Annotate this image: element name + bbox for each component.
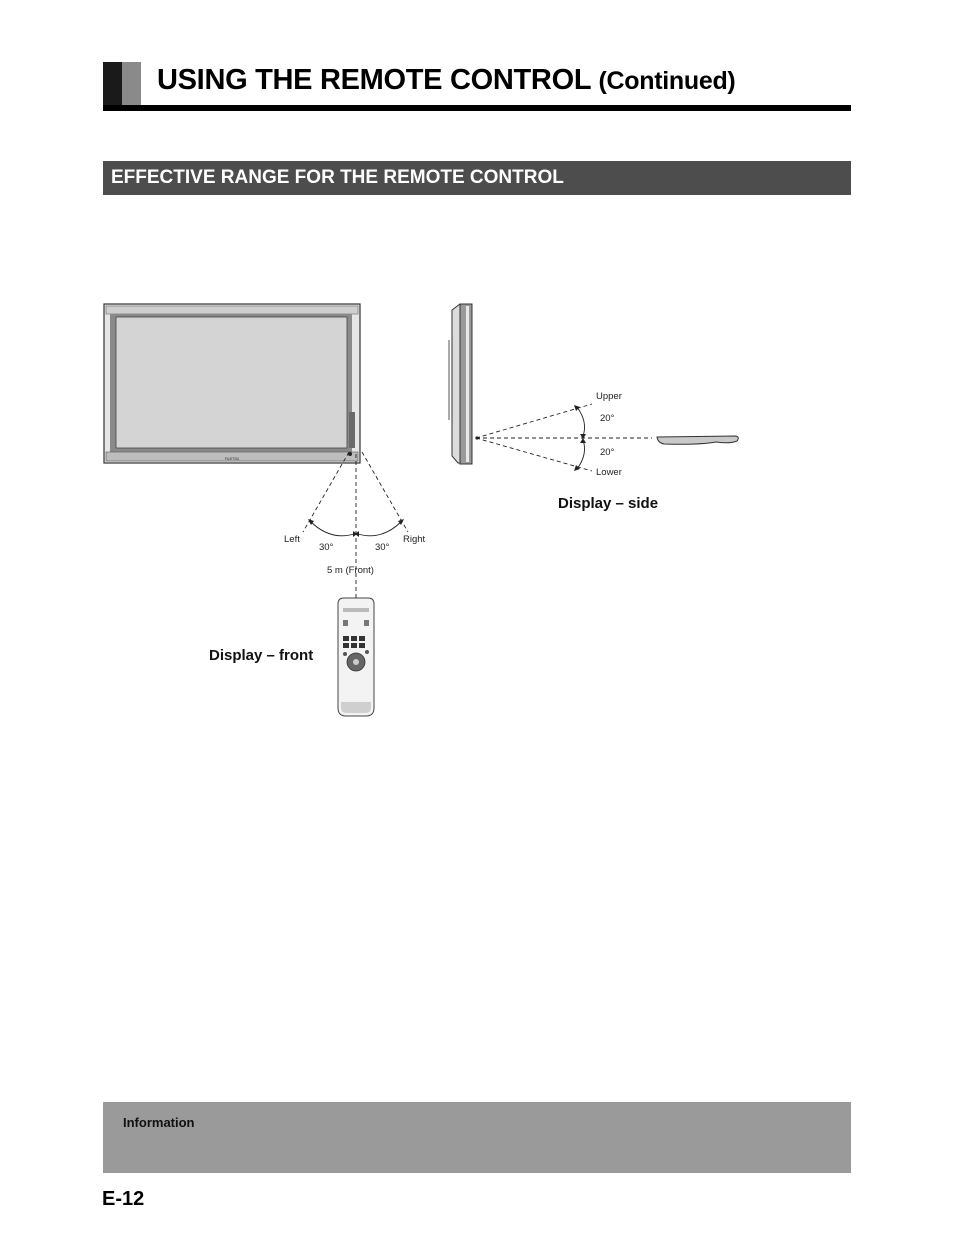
side-lower-angle: 20° [600, 447, 615, 458]
front-brand-mark: FUJITSU [224, 457, 240, 461]
page-number: E-12 [102, 1188, 145, 1210]
display-front-caption: Display – front [209, 647, 314, 664]
remote-side-profile [657, 436, 738, 444]
information-label: Information [123, 1115, 195, 1130]
section-header: EFFECTIVE RANGE FOR THE REMOTE CONTROL [103, 161, 851, 195]
front-distance-label: 5 m (Front) [327, 565, 374, 576]
display-front-illustration [104, 304, 360, 463]
page-title-main: USING THE REMOTE CONTROL [157, 64, 591, 96]
front-right-label: Right [403, 534, 426, 545]
display-side-caption: Display – side [558, 495, 659, 512]
front-left-angle: 30° [319, 542, 334, 553]
remote-control-illustration [338, 598, 374, 716]
display-side-illustration [449, 304, 472, 464]
side-lower-label: Lower [596, 467, 622, 478]
side-angle-lines [476, 404, 652, 471]
information-box [103, 1102, 851, 1173]
side-upper-angle: 20° [600, 413, 615, 424]
page-title-continued: (Continued) [598, 67, 736, 95]
side-upper-label: Upper [596, 391, 622, 402]
front-right-angle: 30° [375, 542, 390, 553]
front-left-label: Left [284, 534, 300, 545]
